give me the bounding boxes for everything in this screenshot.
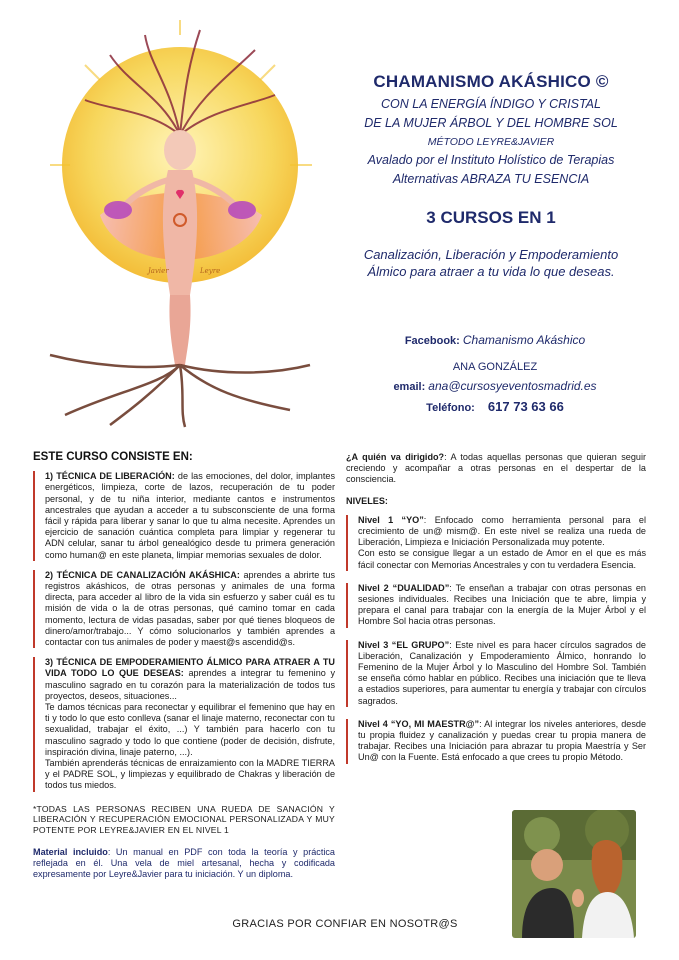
levels-column <box>346 452 646 776</box>
level-2-body: : Te enseñan a trabajar con otras personas en sesiones individuales. Recibes una Iniciación que te abre, limpia y prepara el canal para trabajar con la energía de la Mujer Árbol y el Hombre Sol hacia otras personas. <box>358 582 646 627</box>
target-body: : A todas aquellas personas que quieran seguir creciendo y acompañar a otras personas en el despertar de la consciencia. <box>346 452 646 485</box>
section-channeling <box>33 570 335 648</box>
level-1-body: : Enfocado como herramienta personal para el crecimiento de un@ mism@. En este nivel se realiza una rueda de Liberación, Limpieza e Iniciación Personalizada muy potente. <box>358 514 646 548</box>
material-body: : Un manual en PDF con toda la teoría y práctica reflejada en él. Una vela de miel artesanal, hecha y codificada expresamente por Leyre&Javier para tu iniciación. Y un diploma. <box>33 846 335 880</box>
material-heading: Material incluido <box>33 846 108 857</box>
section-empowerment-body: aprendes a integrar tu femenino y masculino sagrado en tu corazón para la materialización de todos tus proyectos, deseos, situaciones... <box>45 668 335 701</box>
target-audience <box>346 452 646 486</box>
lead-line-1: Canalización, Liberación y Empoderamiento <box>363 247 619 262</box>
section-empowerment-body-2: Te damos técnicas para reconectar y equilibrar el femenino que hay en ti y todo lo que esto conlleva (sanar el linaje materno, reconectar con tu sexualidad, trabajar el éxito, ...) Y también para hacerlo con tu masculino sagrado y todo lo que contiene (poder de decisión, disfrute, inspiración divina, linaje paterno, ...). <box>45 702 335 757</box>
phone-label: Teléfono: <box>426 402 475 414</box>
target-heading: ¿A quién va dirigido? <box>346 452 445 462</box>
section-liberation-heading: 1) TÉCNICA DE LIBERACIÓN: <box>45 471 175 482</box>
subtitle-line-1: CON LA ENERGÍA ÍNDIGO Y CRISTAL <box>381 97 601 111</box>
facebook-value[interactable]: Chamanismo Akáshico <box>462 333 586 347</box>
email-value[interactable]: ana@cursosyeventosmadrid.es <box>428 379 597 393</box>
footnote: *TODAS LAS PERSONAS RECIBEN UNA RUEDA DE SANACIÓN Y LIBERACIÓN Y RECUPERACIÓN EMOCIONAL PERSONALIZADA Y MUY POTENTE POR LEYRE&JAVIER EN EL NIVEL 1 <box>33 803 335 835</box>
level-4-name: Nivel 4 “YO, MI MAESTR@” <box>358 718 480 729</box>
page-title: CHAMANISMO AKÁSHICO © <box>373 72 609 91</box>
level-1-body-2: Con esto se consigue llegar a un estado de Amor en el que es más fácil conectar con Memorias Ancestrales y con tu verdadera Esencia. <box>358 548 646 570</box>
lead-line-2: Álmico para atraer a tu vida lo que deseas. <box>367 264 615 279</box>
email-label: email: <box>393 381 426 393</box>
courses-heading: 3 CURSOS EN 1 <box>426 208 556 227</box>
section-liberation <box>33 471 335 561</box>
level-2-name: Nivel 2 “DUALIDAD” <box>358 582 450 593</box>
section-empowerment-heading: 3) TÉCNICA DE EMPODERAMIENTO ÁLMICO PARA ATRAER A TU VIDA TODO LO QUE DESEAS: <box>45 657 335 679</box>
section-channeling-body: aprendes a abrirte tus registros akáshicos, de otras personas y animales de una forma directa, para acceder al libro de la vida sin esfuerzo y saber cuál es tu misión de vida o la de otras personas, qué camino tomar en cada momento, lectura de vidas pasadas, saber por qué tienes bloqueos de dinero/amor/trabajo... Y cómo solucionarlos y también aprendes a contactar con tus animales de poder y maest@s ascendid@s. <box>45 569 335 648</box>
course-content-column <box>33 452 335 881</box>
level-4 <box>346 719 646 764</box>
contact-block <box>340 333 650 420</box>
facebook-label: Facebook: <box>404 335 460 347</box>
phone-value[interactable]: 617 73 63 66 <box>487 399 564 414</box>
facebook-row <box>340 333 650 347</box>
subtitle-line-2: DE LA MUJER ÁRBOL Y DEL HOMBRE SOL <box>364 116 618 130</box>
signature-javier: Javier <box>148 267 169 275</box>
lead-text <box>332 246 650 280</box>
level-1-name: Nivel 1 “YO” <box>358 514 424 525</box>
phone-row <box>340 399 650 414</box>
level-3-name: Nivel 3 “EL GRUPO” <box>358 639 450 650</box>
section-liberation-body: de las emociones, del dolor, implantes energéticos, limpieza, corte de lazos, recuperación de tu poder personal, y de tu niña interior, mediante cantos e instrumentos ancestrales que ayudan a acceder a tu subsconsciente de una forma fácil y rápida para liberar y sanar lo que tu alma necesite. Aprendes un ejercicio de sanación cuántica completa para limpiar y regenerar tu ADN celular, sanar tu árbol genealógico desde tu primera generación como human@ en este planeta, limpiar memorias sexuales de dolor. <box>45 471 335 560</box>
level-3 <box>346 640 646 707</box>
header-block <box>332 72 650 280</box>
tree-woman-illustration <box>40 15 320 430</box>
thanks-footer: GRACIAS POR CONFIAR EN NOSOTR@S <box>232 918 458 930</box>
endorsement-line-1: Avalado por el Instituto Holístico de Terapias <box>367 153 615 167</box>
endorsement-line-2: Alternativas ABRAZA TU ESENCIA <box>392 172 590 186</box>
email-row <box>340 379 650 393</box>
course-heading: ESTE CURSO CONSISTE EN: <box>33 451 193 463</box>
level-1 <box>346 515 646 571</box>
teachers-photo <box>512 810 636 938</box>
section-channeling-heading: 2) TÉCNICA DE CANALIZACIÓN AKÁSHICA: <box>45 569 240 580</box>
material-included <box>33 847 335 881</box>
section-empowerment <box>33 657 335 791</box>
level-2 <box>346 583 646 628</box>
signature-leyre: Leyre <box>200 267 221 275</box>
method-label: MÉTODO LEYRE&JAVIER <box>427 136 555 148</box>
contact-name: ANA GONZÁLEZ <box>452 361 538 373</box>
section-empowerment-body-3: También aprenderás técnicas de enraizamiento con la MADRE TIERRA y el PADRE SOL, y limpiezas y equilibrado de Chakras y liberación de todos tus miedos. <box>45 758 335 791</box>
levels-heading: NIVELES: <box>346 495 388 506</box>
level-3-body: : Este nivel es para hacer círculos sagrados de Liberación, Canalización y Empoderamiento Álmico, honrando lo Femenino de la Mujer Árbol y lo Masculino del Hombre Sol. También se enseña cómo hablar en público. Recibes una iniciación que te lleva a estadios superiores, para aumentar tu energía y trabajar con círculos sagrados. <box>358 639 646 706</box>
level-4-body: : Al integrar los niveles anteriores, desde tu propia fluidez y canalización y puedas crear tu propia manera de trabajar. Recibes una Iniciación para abrazar tu propia Maestría y Ser Un@ con la Fuente. Está enfocado a que crees tu propio Método. <box>358 718 646 763</box>
